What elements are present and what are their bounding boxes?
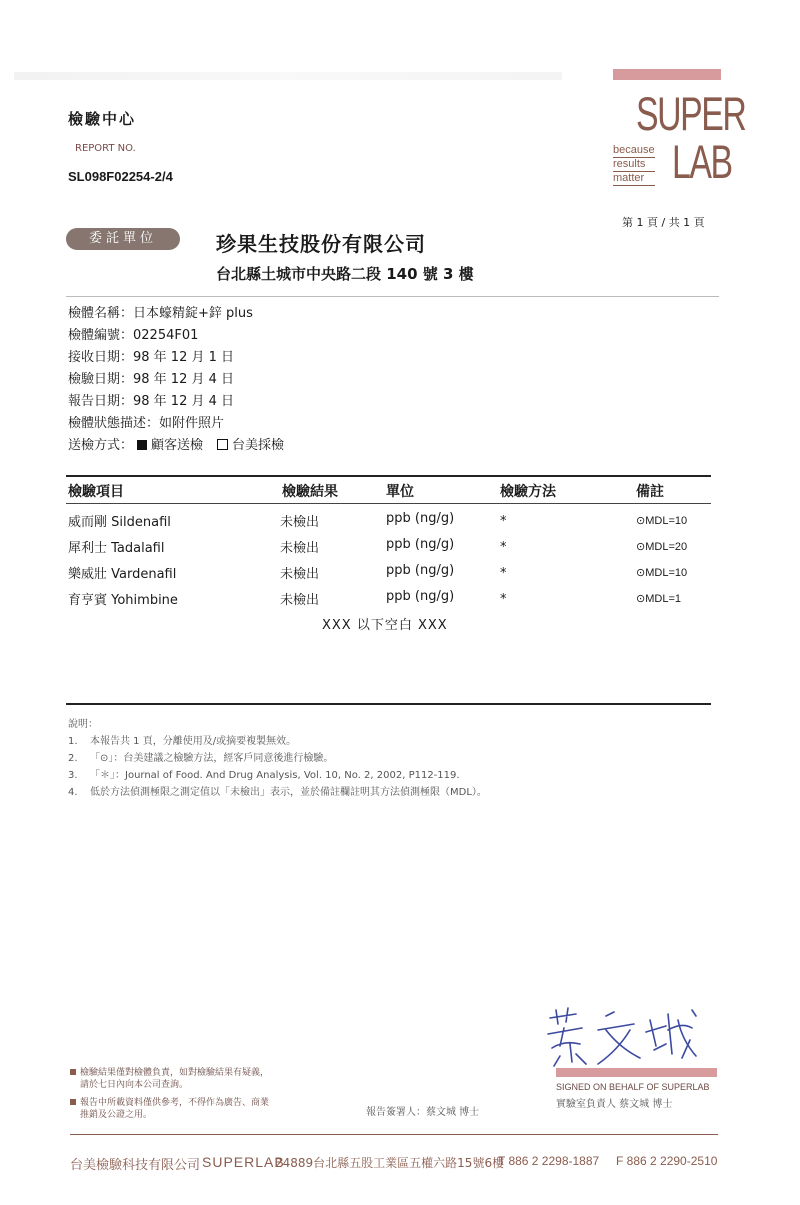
bullet-square-icon xyxy=(70,1099,76,1105)
signed-on-behalf: SIGNED ON BEHALF OF SUPERLAB xyxy=(556,1082,710,1092)
header-result: 檢驗結果 xyxy=(282,484,338,500)
cell-method: * xyxy=(500,592,507,607)
cell-method: * xyxy=(500,514,507,529)
method-option-sampling: 台美採檢 xyxy=(232,438,285,453)
notes-title: 說明： xyxy=(68,719,98,730)
cell-unit: ppb (ng/g) xyxy=(386,511,455,526)
footer-divider xyxy=(70,1134,718,1135)
footer-telephone: T 886 2 2298-1887 xyxy=(498,1154,600,1168)
received-date: 接收日期：98 年 12 月 1 日 xyxy=(68,350,235,365)
table-end-note: XXX 以下空白 XXX xyxy=(322,618,448,633)
note-item: 2. 「⊙」：台美建議之檢驗方法，經客戶同意後進行檢驗。 xyxy=(68,753,334,764)
lab-director: 實驗室負責人 蔡文城 博士 xyxy=(556,1099,673,1110)
unchecked-box-icon xyxy=(217,439,228,450)
note-item: 4. 低於方法偵測極限之測定值以「未檢出」表示，並於備註欄註明其方法偵測極限（MDL）。 xyxy=(68,787,487,798)
method-option-customer: 顧客送檢 xyxy=(151,438,204,453)
cell-result: 未檢出 xyxy=(280,567,320,582)
notes-section xyxy=(68,716,487,801)
logo-tag-matter: matter xyxy=(613,172,645,184)
handwritten-signature xyxy=(542,1000,702,1070)
test-date: 檢驗日期：98 年 12 月 4 日 xyxy=(68,372,235,387)
cell-unit: ppb (ng/g) xyxy=(386,537,455,552)
cell-method: * xyxy=(500,566,507,581)
report-no-label: REPORT NO. xyxy=(75,143,136,154)
report-date: 報告日期：98 年 12 月 4 日 xyxy=(68,394,235,409)
signature-bar xyxy=(556,1068,717,1077)
footer-address: 24889台北縣五股工業區五權六路15號6樓 xyxy=(275,1156,505,1170)
specimen-id: 檢體編號：02254F01 xyxy=(68,328,199,343)
cell-item: 犀利士 Tadalafil xyxy=(68,541,165,556)
center-title: 檢驗中心 xyxy=(68,110,137,128)
logo-tag-results: results xyxy=(613,158,646,170)
logo-tag-because: because xyxy=(613,144,655,156)
header-remark: 備註 xyxy=(636,484,664,500)
logo-tag-divider xyxy=(613,185,655,186)
cell-item: 威而剛 Sildenafil xyxy=(68,515,171,530)
table-bottom-rule xyxy=(66,703,711,705)
specimen-condition: 檢體狀態描述：如附件照片 xyxy=(68,416,225,431)
cell-method: * xyxy=(500,540,507,555)
cell-remark: ⊙MDL=1 xyxy=(636,593,681,605)
cell-unit: ppb (ng/g) xyxy=(386,589,455,604)
divider xyxy=(66,296,719,297)
header-fade-band xyxy=(14,72,562,80)
logo-text-super: SUPER xyxy=(636,87,746,140)
footer-company: 台美檢驗科技有限公司 xyxy=(70,1158,201,1173)
footer-brand: SUPERLAB xyxy=(202,1154,285,1170)
specimen-name: 檢體名稱：日本蠔精錠+鋅 plus xyxy=(68,306,253,321)
cell-result: 未檢出 xyxy=(280,541,320,556)
submission-method-label: 送檢方式： xyxy=(68,438,134,453)
bullet-square-icon xyxy=(70,1069,76,1075)
logo-top-bar xyxy=(613,69,721,80)
cell-item: 育亨賓 Yohimbine xyxy=(68,593,178,608)
client-badge: 委託單位 xyxy=(66,228,180,250)
cell-remark: ⊙MDL=10 xyxy=(636,567,688,579)
header-test-item: 檢驗項目 xyxy=(68,484,124,500)
report-signer: 報告簽署人：蔡文城 博士 xyxy=(366,1107,480,1118)
note-item: 3. 「＊」：Journal of Food. And Drug Analysis, Vol. 10, No. 2, 2002, P112-119. xyxy=(68,770,460,781)
cell-item: 樂威壯 Vardenafil xyxy=(68,567,177,582)
cell-result: 未檢出 xyxy=(280,515,320,530)
cell-result: 未檢出 xyxy=(280,593,320,608)
disclaimer-2: 報告中所載資料僅供參考，不得作為廣告、商業 推銷及公證之用。 xyxy=(70,1097,269,1121)
footer-fax: F 886 2 2290-2510 xyxy=(616,1154,718,1168)
table-header-rule xyxy=(66,503,711,504)
cell-unit: ppb (ng/g) xyxy=(386,563,455,578)
cell-remark: ⊙MDL=20 xyxy=(636,541,688,553)
page-indicator: 第 1 頁 / 共 1 頁 xyxy=(622,216,705,229)
client-address: 台北縣土城市中央路二段 140 號 3 樓 xyxy=(216,265,474,283)
note-item: 1. 本報告共 1 頁，分離使用及/或摘要複製無效。 xyxy=(68,736,297,747)
disclaimer-1: 檢驗結果僅對檢體負責，如對檢驗結果有疑義， 請於七日內向本公司查詢。 xyxy=(70,1067,269,1091)
logo-text-lab: LAB xyxy=(672,135,732,188)
header-method: 檢驗方法 xyxy=(500,484,556,500)
report-number: SL098F02254-2/4 xyxy=(68,169,173,184)
specimen-info xyxy=(68,303,284,457)
header-unit: 單位 xyxy=(386,484,414,500)
client-name: 珍果生技股份有限公司 xyxy=(216,232,426,256)
checked-box-icon xyxy=(137,440,147,450)
submission-method xyxy=(68,435,284,457)
table-top-rule xyxy=(66,475,711,477)
cell-remark: ⊙MDL=10 xyxy=(636,515,688,527)
